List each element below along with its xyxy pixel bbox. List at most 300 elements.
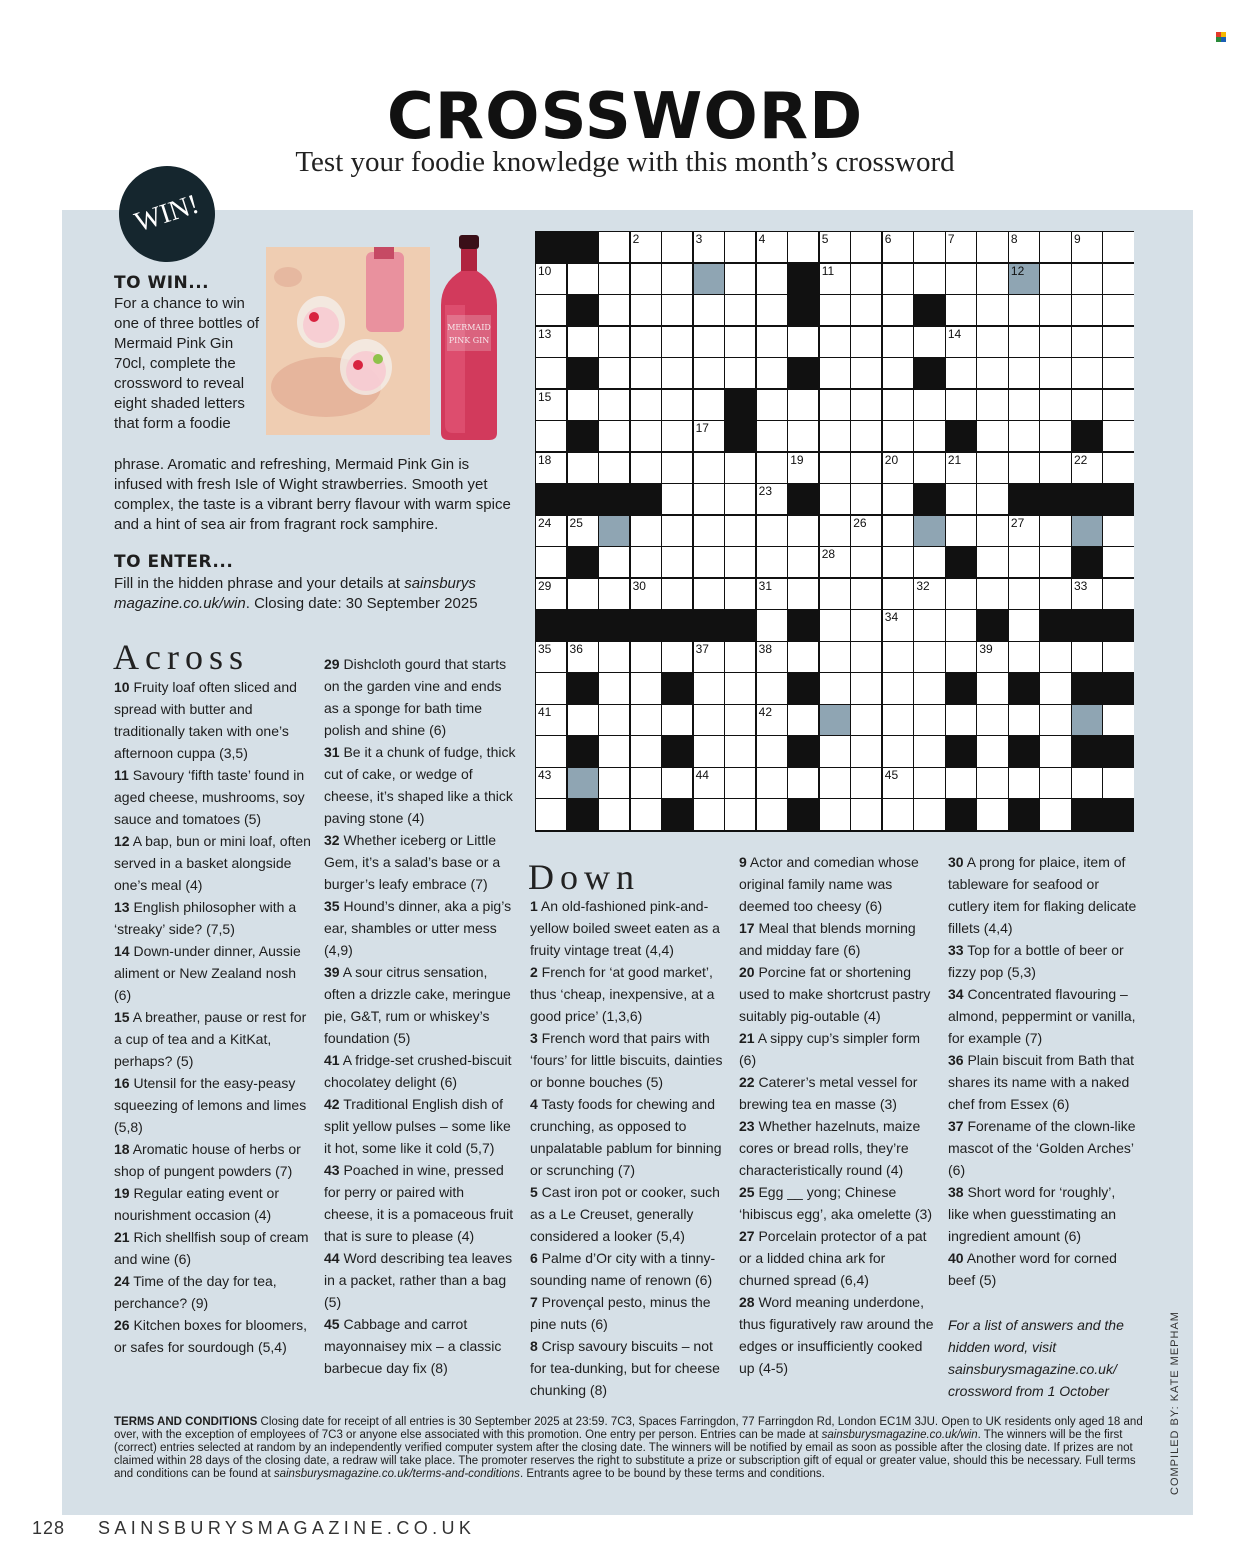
grid-cell[interactable]: [1040, 736, 1070, 766]
grid-cell[interactable]: [1009, 327, 1039, 357]
grid-cell[interactable]: [1040, 232, 1070, 262]
grid-cell[interactable]: [914, 547, 944, 577]
grid-cell[interactable]: [820, 295, 850, 325]
grid-cell[interactable]: [1009, 579, 1039, 609]
grid-cell[interactable]: [1072, 453, 1102, 483]
grid-cell[interactable]: [1103, 327, 1133, 357]
grid-cell[interactable]: [883, 516, 913, 546]
grid-cell[interactable]: [694, 358, 724, 388]
grid-cell[interactable]: [694, 295, 724, 325]
grid-cell[interactable]: [662, 453, 692, 483]
grid-cell[interactable]: [599, 547, 629, 577]
grid-cell[interactable]: [568, 705, 598, 735]
grid-cell[interactable]: [1009, 705, 1039, 735]
grid-cell[interactable]: [1040, 390, 1070, 420]
grid-cell[interactable]: [977, 232, 1007, 262]
grid-cell[interactable]: [1103, 642, 1133, 672]
grid-cell[interactable]: [1072, 264, 1102, 294]
grid-cell[interactable]: [851, 390, 881, 420]
grid-cell[interactable]: [631, 295, 661, 325]
grid-cell[interactable]: [1103, 453, 1133, 483]
grid-cell[interactable]: [536, 705, 566, 735]
grid-cell[interactable]: [757, 453, 787, 483]
grid-cell[interactable]: [946, 516, 976, 546]
grid-cell[interactable]: [631, 768, 661, 798]
grid-cell[interactable]: [599, 579, 629, 609]
grid-cell[interactable]: [883, 453, 913, 483]
grid-cell[interactable]: [1009, 295, 1039, 325]
grid-cell[interactable]: [883, 610, 913, 640]
grid-cell[interactable]: [1103, 264, 1133, 294]
grid-cell[interactable]: [1040, 673, 1070, 703]
grid-cell[interactable]: [1040, 295, 1070, 325]
grid-cell[interactable]: [1040, 547, 1070, 577]
grid-cell[interactable]: [977, 295, 1007, 325]
grid-cell[interactable]: [568, 327, 598, 357]
grid-cell[interactable]: [820, 736, 850, 766]
grid-cell[interactable]: [851, 327, 881, 357]
grid-cell[interactable]: [1072, 642, 1102, 672]
grid-cell[interactable]: [757, 295, 787, 325]
grid-cell[interactable]: [725, 358, 755, 388]
grid-cell[interactable]: [788, 421, 818, 451]
grid-cell[interactable]: [851, 547, 881, 577]
grid-cell[interactable]: [820, 610, 850, 640]
grid-cell[interactable]: [1009, 610, 1039, 640]
grid-cell[interactable]: [568, 264, 598, 294]
grid-cell[interactable]: [1040, 264, 1070, 294]
grid-cell[interactable]: [725, 705, 755, 735]
grid-cell[interactable]: [1009, 768, 1039, 798]
grid-cell[interactable]: [599, 421, 629, 451]
grid-cell[interactable]: [788, 232, 818, 262]
grid-cell[interactable]: [662, 642, 692, 672]
grid-cell[interactable]: [851, 705, 881, 735]
grid-cell[interactable]: [536, 642, 566, 672]
grid-cell[interactable]: [883, 768, 913, 798]
grid-cell[interactable]: [977, 390, 1007, 420]
grid-cell[interactable]: [631, 736, 661, 766]
grid-cell[interactable]: [757, 705, 787, 735]
grid-cell[interactable]: [946, 453, 976, 483]
grid-cell[interactable]: [883, 264, 913, 294]
grid-cell[interactable]: [1072, 327, 1102, 357]
entry-link[interactable]: sainsburys magazine.co.uk/win: [114, 575, 476, 612]
grid-cell[interactable]: [1103, 705, 1133, 735]
grid-cell[interactable]: [568, 579, 598, 609]
grid-cell[interactable]: [946, 768, 976, 798]
grid-cell[interactable]: [757, 264, 787, 294]
grid-cell[interactable]: [536, 673, 566, 703]
grid-cell[interactable]: [820, 799, 850, 829]
grid-cell[interactable]: [536, 768, 566, 798]
grid-cell[interactable]: [536, 579, 566, 609]
grid-cell[interactable]: [883, 673, 913, 703]
grid-cell[interactable]: [977, 358, 1007, 388]
grid-cell[interactable]: [568, 642, 598, 672]
grid-cell[interactable]: [1072, 295, 1102, 325]
grid-cell[interactable]: [820, 358, 850, 388]
grid-cell[interactable]: [631, 390, 661, 420]
grid-cell[interactable]: [1009, 390, 1039, 420]
grid-cell[interactable]: [1103, 232, 1133, 262]
grid-cell[interactable]: [599, 295, 629, 325]
grid-cell[interactable]: [977, 768, 1007, 798]
shaded-grid-cell[interactable]: [914, 516, 944, 546]
grid-cell[interactable]: [851, 264, 881, 294]
grid-cell[interactable]: [851, 295, 881, 325]
grid-cell[interactable]: [694, 705, 724, 735]
grid-cell[interactable]: [1103, 768, 1133, 798]
shaded-grid-cell[interactable]: [599, 516, 629, 546]
shaded-grid-cell[interactable]: [820, 705, 850, 735]
grid-cell[interactable]: [757, 673, 787, 703]
grid-cell[interactable]: [757, 799, 787, 829]
grid-cell[interactable]: [725, 327, 755, 357]
grid-cell[interactable]: [757, 736, 787, 766]
grid-cell[interactable]: [599, 264, 629, 294]
grid-cell[interactable]: [851, 642, 881, 672]
grid-cell[interactable]: [851, 579, 881, 609]
grid-cell[interactable]: [694, 390, 724, 420]
grid-cell[interactable]: [757, 516, 787, 546]
grid-cell[interactable]: [725, 642, 755, 672]
grid-cell[interactable]: [851, 610, 881, 640]
grid-cell[interactable]: [820, 642, 850, 672]
grid-cell[interactable]: [694, 421, 724, 451]
grid-cell[interactable]: [977, 421, 1007, 451]
grid-cell[interactable]: [536, 421, 566, 451]
grid-cell[interactable]: [883, 358, 913, 388]
grid-cell[interactable]: [1009, 453, 1039, 483]
grid-cell[interactable]: [851, 673, 881, 703]
grid-cell[interactable]: [662, 232, 692, 262]
grid-cell[interactable]: [788, 768, 818, 798]
grid-cell[interactable]: [914, 453, 944, 483]
grid-cell[interactable]: [1040, 768, 1070, 798]
grid-cell[interactable]: [536, 295, 566, 325]
grid-cell[interactable]: [1103, 547, 1133, 577]
grid-cell[interactable]: [536, 799, 566, 829]
grid-cell[interactable]: [1103, 421, 1133, 451]
grid-cell[interactable]: [946, 232, 976, 262]
grid-cell[interactable]: [946, 264, 976, 294]
grid-cell[interactable]: [536, 547, 566, 577]
grid-cell[interactable]: [820, 579, 850, 609]
grid-cell[interactable]: [1009, 516, 1039, 546]
shaded-grid-cell[interactable]: [1009, 264, 1039, 294]
grid-cell[interactable]: [851, 453, 881, 483]
shaded-grid-cell[interactable]: [568, 768, 598, 798]
grid-cell[interactable]: [725, 579, 755, 609]
grid-cell[interactable]: [725, 673, 755, 703]
grid-cell[interactable]: [914, 768, 944, 798]
grid-cell[interactable]: [977, 705, 1007, 735]
grid-cell[interactable]: [883, 547, 913, 577]
grid-cell[interactable]: [820, 421, 850, 451]
grid-cell[interactable]: [757, 579, 787, 609]
grid-cell[interactable]: [914, 642, 944, 672]
grid-cell[interactable]: [694, 799, 724, 829]
grid-cell[interactable]: [851, 484, 881, 514]
grid-cell[interactable]: [757, 390, 787, 420]
grid-cell[interactable]: [757, 547, 787, 577]
grid-cell[interactable]: [788, 453, 818, 483]
grid-cell[interactable]: [725, 453, 755, 483]
grid-cell[interactable]: [1040, 516, 1070, 546]
grid-cell[interactable]: [788, 705, 818, 735]
grid-cell[interactable]: [662, 516, 692, 546]
grid-cell[interactable]: [725, 768, 755, 798]
grid-cell[interactable]: [883, 705, 913, 735]
grid-cell[interactable]: [1040, 579, 1070, 609]
grid-cell[interactable]: [536, 453, 566, 483]
grid-cell[interactable]: [946, 327, 976, 357]
grid-cell[interactable]: [662, 327, 692, 357]
grid-cell[interactable]: [946, 295, 976, 325]
grid-cell[interactable]: [662, 705, 692, 735]
grid-cell[interactable]: [631, 547, 661, 577]
grid-cell[interactable]: [725, 736, 755, 766]
grid-cell[interactable]: [883, 484, 913, 514]
grid-cell[interactable]: [946, 610, 976, 640]
grid-cell[interactable]: [820, 453, 850, 483]
grid-cell[interactable]: [599, 358, 629, 388]
grid-cell[interactable]: [1103, 295, 1133, 325]
grid-cell[interactable]: [914, 232, 944, 262]
grid-cell[interactable]: [694, 642, 724, 672]
grid-cell[interactable]: [946, 484, 976, 514]
grid-cell[interactable]: [694, 768, 724, 798]
grid-cell[interactable]: [662, 358, 692, 388]
grid-cell[interactable]: [599, 327, 629, 357]
grid-cell[interactable]: [977, 579, 1007, 609]
grid-cell[interactable]: [725, 484, 755, 514]
grid-cell[interactable]: [914, 327, 944, 357]
grid-cell[interactable]: [788, 516, 818, 546]
grid-cell[interactable]: [820, 768, 850, 798]
grid-cell[interactable]: [599, 705, 629, 735]
grid-cell[interactable]: [883, 232, 913, 262]
grid-cell[interactable]: [536, 390, 566, 420]
grid-cell[interactable]: [631, 673, 661, 703]
grid-cell[interactable]: [631, 799, 661, 829]
grid-cell[interactable]: [851, 358, 881, 388]
grid-cell[interactable]: [694, 736, 724, 766]
grid-cell[interactable]: [725, 264, 755, 294]
grid-cell[interactable]: [662, 390, 692, 420]
grid-cell[interactable]: [851, 232, 881, 262]
grid-cell[interactable]: [1009, 358, 1039, 388]
grid-cell[interactable]: [820, 264, 850, 294]
grid-cell[interactable]: [725, 295, 755, 325]
grid-cell[interactable]: [631, 232, 661, 262]
grid-cell[interactable]: [851, 736, 881, 766]
grid-cell[interactable]: [662, 579, 692, 609]
grid-cell[interactable]: [757, 768, 787, 798]
grid-cell[interactable]: [536, 516, 566, 546]
grid-cell[interactable]: [851, 768, 881, 798]
grid-cell[interactable]: [977, 484, 1007, 514]
grid-cell[interactable]: [820, 547, 850, 577]
grid-cell[interactable]: [1040, 358, 1070, 388]
grid-cell[interactable]: [568, 453, 598, 483]
shaded-grid-cell[interactable]: [1072, 705, 1102, 735]
grid-cell[interactable]: [820, 327, 850, 357]
grid-cell[interactable]: [946, 705, 976, 735]
terms-win-link[interactable]: sainsburysmagazine.co.uk/win: [821, 1429, 978, 1441]
grid-cell[interactable]: [883, 736, 913, 766]
grid-cell[interactable]: [883, 642, 913, 672]
grid-cell[interactable]: [694, 547, 724, 577]
grid-cell[interactable]: [631, 421, 661, 451]
grid-cell[interactable]: [662, 421, 692, 451]
grid-cell[interactable]: [631, 579, 661, 609]
grid-cell[interactable]: [662, 484, 692, 514]
grid-cell[interactable]: [914, 736, 944, 766]
grid-cell[interactable]: [631, 642, 661, 672]
grid-cell[interactable]: [1040, 705, 1070, 735]
grid-cell[interactable]: [757, 421, 787, 451]
grid-cell[interactable]: [536, 358, 566, 388]
grid-cell[interactable]: [977, 453, 1007, 483]
grid-cell[interactable]: [631, 705, 661, 735]
grid-cell[interactable]: [694, 453, 724, 483]
grid-cell[interactable]: [631, 327, 661, 357]
grid-cell[interactable]: [1103, 358, 1133, 388]
grid-cell[interactable]: [788, 642, 818, 672]
grid-cell[interactable]: [914, 673, 944, 703]
grid-cell[interactable]: [536, 736, 566, 766]
grid-cell[interactable]: [694, 673, 724, 703]
grid-cell[interactable]: [1072, 232, 1102, 262]
shaded-grid-cell[interactable]: [694, 264, 724, 294]
grid-cell[interactable]: [883, 327, 913, 357]
grid-cell[interactable]: [946, 642, 976, 672]
grid-cell[interactable]: [788, 390, 818, 420]
grid-cell[interactable]: [977, 642, 1007, 672]
grid-cell[interactable]: [662, 547, 692, 577]
grid-cell[interactable]: [568, 516, 598, 546]
grid-cell[interactable]: [977, 736, 1007, 766]
grid-cell[interactable]: [1009, 642, 1039, 672]
grid-cell[interactable]: [694, 232, 724, 262]
grid-cell[interactable]: [914, 421, 944, 451]
grid-cell[interactable]: [599, 673, 629, 703]
grid-cell[interactable]: [599, 736, 629, 766]
grid-cell[interactable]: [1103, 516, 1133, 546]
grid-cell[interactable]: [662, 768, 692, 798]
grid-cell[interactable]: [977, 547, 1007, 577]
grid-cell[interactable]: [599, 768, 629, 798]
grid-cell[interactable]: [883, 295, 913, 325]
grid-cell[interactable]: [757, 484, 787, 514]
grid-cell[interactable]: [977, 327, 1007, 357]
grid-cell[interactable]: [977, 673, 1007, 703]
grid-cell[interactable]: [757, 610, 787, 640]
grid-cell[interactable]: [568, 390, 598, 420]
grid-cell[interactable]: [599, 232, 629, 262]
grid-cell[interactable]: [1103, 390, 1133, 420]
grid-cell[interactable]: [1103, 579, 1133, 609]
grid-cell[interactable]: [883, 579, 913, 609]
grid-cell[interactable]: [914, 390, 944, 420]
grid-cell[interactable]: [914, 264, 944, 294]
grid-cell[interactable]: [914, 705, 944, 735]
grid-cell[interactable]: [820, 484, 850, 514]
grid-cell[interactable]: [757, 358, 787, 388]
grid-cell[interactable]: [1040, 453, 1070, 483]
grid-cell[interactable]: [757, 642, 787, 672]
grid-cell[interactable]: [883, 390, 913, 420]
grid-cell[interactable]: [694, 327, 724, 357]
grid-cell[interactable]: [1072, 768, 1102, 798]
grid-cell[interactable]: [914, 799, 944, 829]
grid-cell[interactable]: [725, 799, 755, 829]
grid-cell[interactable]: [820, 673, 850, 703]
grid-cell[interactable]: [977, 799, 1007, 829]
grid-cell[interactable]: [820, 516, 850, 546]
grid-cell[interactable]: [536, 264, 566, 294]
grid-cell[interactable]: [725, 516, 755, 546]
grid-cell[interactable]: [851, 421, 881, 451]
grid-cell[interactable]: [1072, 390, 1102, 420]
grid-cell[interactable]: [1009, 232, 1039, 262]
grid-cell[interactable]: [631, 453, 661, 483]
grid-cell[interactable]: [1009, 421, 1039, 451]
shaded-grid-cell[interactable]: [1072, 516, 1102, 546]
grid-cell[interactable]: [631, 264, 661, 294]
grid-cell[interactable]: [883, 799, 913, 829]
grid-cell[interactable]: [536, 327, 566, 357]
grid-cell[interactable]: [820, 232, 850, 262]
grid-cell[interactable]: [946, 390, 976, 420]
grid-cell[interactable]: [977, 264, 1007, 294]
grid-cell[interactable]: [599, 642, 629, 672]
grid-cell[interactable]: [1072, 579, 1102, 609]
grid-cell[interactable]: [883, 421, 913, 451]
grid-cell[interactable]: [1009, 547, 1039, 577]
grid-cell[interactable]: [820, 390, 850, 420]
grid-cell[interactable]: [757, 327, 787, 357]
grid-cell[interactable]: [599, 799, 629, 829]
grid-cell[interactable]: [914, 579, 944, 609]
grid-cell[interactable]: [946, 579, 976, 609]
grid-cell[interactable]: [1040, 799, 1070, 829]
grid-cell[interactable]: [694, 516, 724, 546]
grid-cell[interactable]: [599, 390, 629, 420]
grid-cell[interactable]: [694, 579, 724, 609]
grid-cell[interactable]: [914, 610, 944, 640]
grid-cell[interactable]: [662, 264, 692, 294]
grid-cell[interactable]: [725, 547, 755, 577]
grid-cell[interactable]: [788, 579, 818, 609]
grid-cell[interactable]: [725, 232, 755, 262]
grid-cell[interactable]: [1040, 421, 1070, 451]
grid-cell[interactable]: [599, 453, 629, 483]
grid-cell[interactable]: [977, 516, 1007, 546]
terms-conditions-link[interactable]: sainsburysmagazine.co.uk/terms-and-conditions: [273, 1468, 520, 1480]
grid-cell[interactable]: [662, 295, 692, 325]
grid-cell[interactable]: [694, 484, 724, 514]
grid-cell[interactable]: [1072, 358, 1102, 388]
grid-cell[interactable]: [788, 547, 818, 577]
grid-cell[interactable]: [757, 232, 787, 262]
grid-cell[interactable]: [631, 516, 661, 546]
grid-cell[interactable]: [946, 358, 976, 388]
grid-cell[interactable]: [851, 516, 881, 546]
grid-cell[interactable]: [1040, 642, 1070, 672]
